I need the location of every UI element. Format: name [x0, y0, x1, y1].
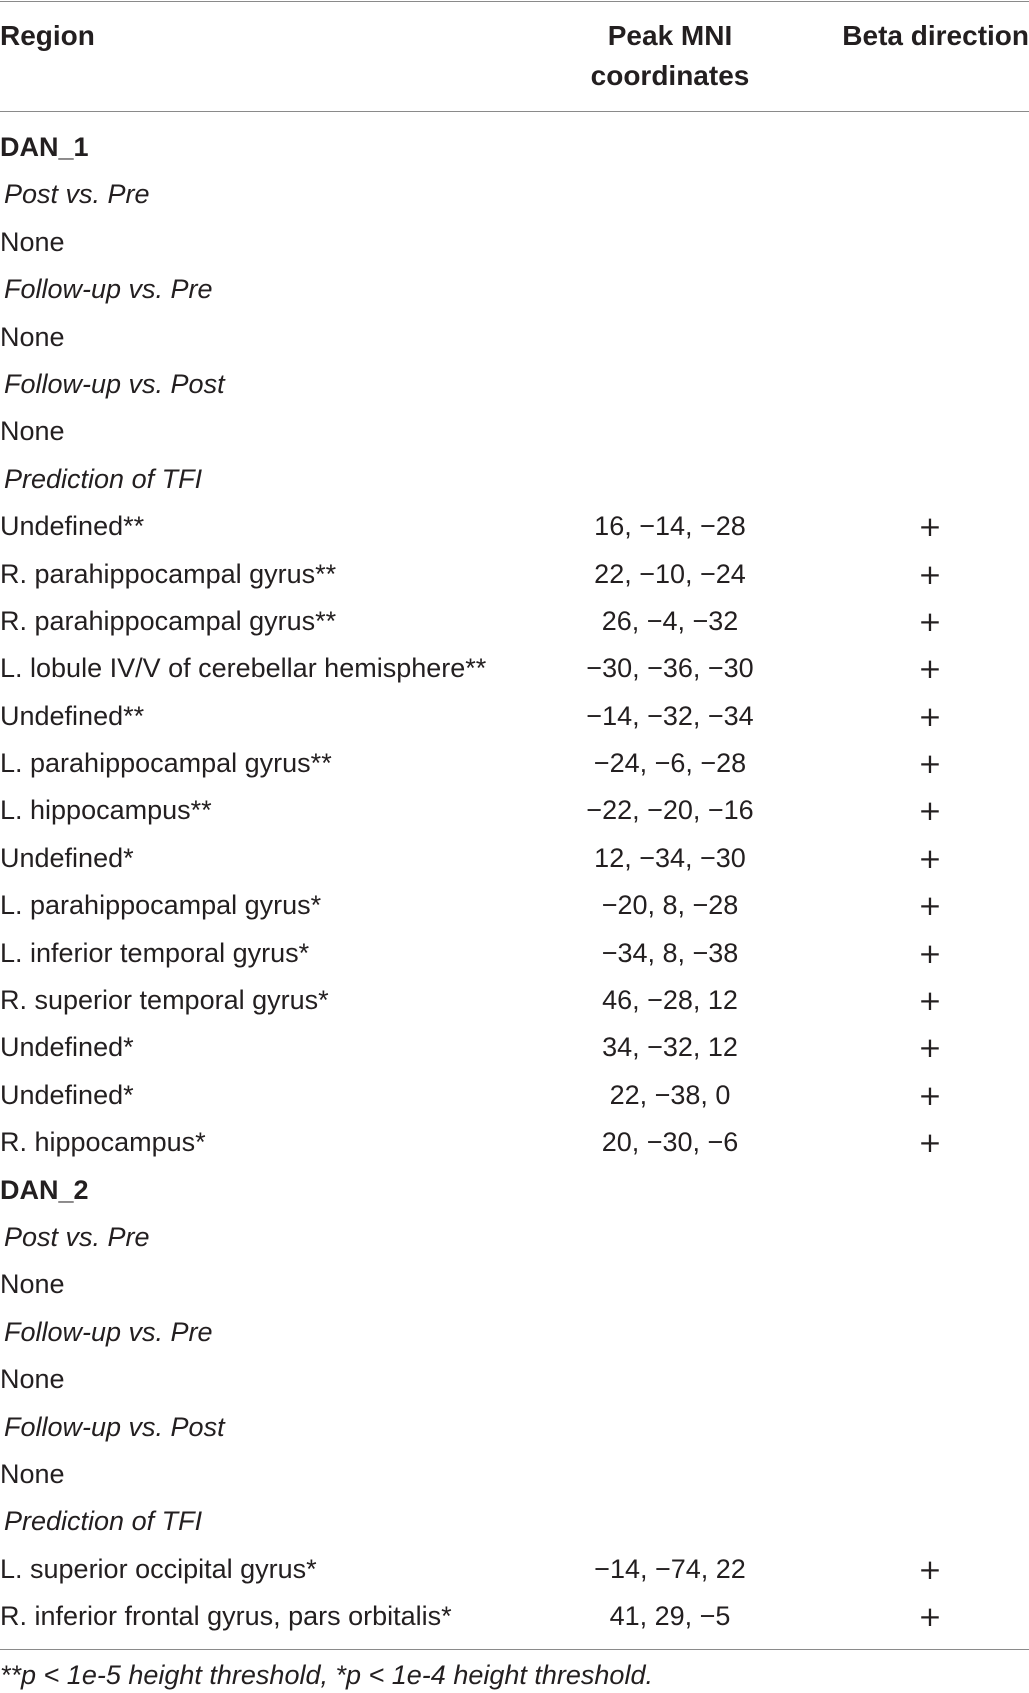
subsection-row — [0, 1498, 1029, 1545]
subsection-row — [0, 171, 1029, 218]
beta-direction-cell: + — [918, 841, 942, 875]
table-row — [0, 930, 1029, 977]
table-row — [0, 787, 1029, 834]
table-body — [0, 124, 1029, 1641]
table-row — [0, 645, 1029, 692]
region-cell: L. inferior temporal gyrus* — [0, 937, 310, 968]
coordinates-cell: 26, −4, −32 — [601, 605, 739, 636]
region-cell: Follow-up vs. Post — [4, 368, 225, 399]
beta-direction-cell: + — [918, 747, 942, 781]
region-cell: R. superior temporal gyrus* — [0, 985, 329, 1016]
table-top-rule — [0, 1, 1029, 2]
region-cell: Follow-up vs. Pre — [4, 1316, 213, 1347]
table-row — [0, 503, 1029, 550]
coordinates-cell: 46, −28, 12 — [602, 985, 738, 1016]
region-cell: None — [0, 1458, 65, 1489]
region-cell: Undefined** — [0, 700, 145, 731]
subsection-row — [0, 266, 1029, 313]
region-cell: None — [0, 416, 65, 447]
region-cell: R. parahippocampal gyrus** — [0, 605, 337, 636]
beta-direction-cell: + — [918, 1552, 942, 1586]
region-cell: L. parahippocampal gyrus* — [0, 890, 322, 921]
region-cell: Undefined* — [0, 842, 134, 873]
beta-direction-cell: + — [918, 984, 942, 1018]
coordinates-cell: −34, 8, −38 — [601, 937, 739, 968]
beta-direction-cell: + — [918, 1126, 942, 1160]
coordinates-cell: 22, −10, −24 — [594, 558, 746, 589]
table-row — [0, 693, 1029, 740]
header-region: Region — [0, 20, 95, 51]
table-row — [0, 1072, 1029, 1119]
region-cell: Post vs. Pre — [4, 179, 150, 210]
table-row — [0, 977, 1029, 1024]
table-row — [0, 1451, 1029, 1498]
coordinates-cell: −14, −32, −34 — [586, 700, 754, 731]
region-cell: Undefined** — [0, 511, 145, 542]
coordinates-cell: −20, 8, −28 — [601, 890, 739, 921]
table-row — [0, 1119, 1029, 1166]
coordinates-cell: 12, −34, −30 — [594, 842, 746, 873]
region-cell: Post vs. Pre — [4, 1221, 150, 1252]
table-row — [0, 1546, 1029, 1593]
table-row — [0, 882, 1029, 929]
subsection-row — [0, 361, 1029, 408]
header-beta-direction: Beta direction — [842, 20, 1029, 51]
region-cell: None — [0, 226, 65, 257]
region-cell: Prediction of TFI — [4, 1506, 203, 1537]
region-cell: L. lobule IV/V of cerebellar hemisphere** — [0, 653, 487, 684]
beta-direction-cell: + — [918, 936, 942, 970]
section-row — [0, 124, 1029, 171]
region-cell: Follow-up vs. Post — [4, 1411, 225, 1442]
region-cell: None — [0, 1269, 65, 1300]
region-cell: L. superior occipital gyrus* — [0, 1553, 317, 1584]
region-cell: DAN_1 — [0, 132, 89, 162]
region-cell: None — [0, 321, 65, 352]
region-cell: R. hippocampus* — [0, 1127, 206, 1158]
table-row — [0, 1593, 1029, 1640]
table-row — [0, 219, 1029, 266]
table-row — [0, 1261, 1029, 1308]
beta-direction-cell: + — [918, 889, 942, 923]
table-row — [0, 1356, 1029, 1403]
region-cell: Prediction of TFI — [4, 463, 203, 494]
table-row — [0, 835, 1029, 882]
region-cell: None — [0, 1364, 65, 1395]
table-header-rule — [0, 111, 1029, 112]
beta-direction-cell: + — [918, 652, 942, 686]
region-cell: Undefined* — [0, 1032, 134, 1063]
subsection-row — [0, 1404, 1029, 1451]
coordinates-cell: 20, −30, −6 — [601, 1127, 739, 1158]
section-row — [0, 1167, 1029, 1214]
region-cell: L. hippocampus** — [0, 795, 212, 826]
coordinates-cell: 41, 29, −5 — [609, 1601, 731, 1632]
region-cell: R. parahippocampal gyrus** — [0, 558, 337, 589]
region-cell: R. inferior frontal gyrus, pars orbitalis* — [0, 1601, 452, 1632]
coordinates-cell: 22, −38, 0 — [609, 1079, 731, 1110]
beta-direction-cell: + — [918, 1031, 942, 1065]
beta-direction-cell: + — [918, 1600, 942, 1634]
beta-direction-cell: + — [918, 699, 942, 733]
coordinates-cell: −30, −36, −30 — [586, 653, 754, 684]
region-cell: L. parahippocampal gyrus** — [0, 748, 332, 779]
table-row — [0, 598, 1029, 645]
coordinates-cell: 16, −14, −28 — [594, 511, 746, 542]
table-bottom-rule — [0, 1649, 1029, 1650]
table-footnote: **p < 1e-5 height threshold, *p < 1e-4 height threshold. — [0, 1660, 653, 1690]
subsection-row — [0, 1309, 1029, 1356]
region-cell: DAN_2 — [0, 1174, 89, 1205]
table-row — [0, 740, 1029, 787]
subsection-row — [0, 1214, 1029, 1261]
beta-direction-cell: + — [918, 510, 942, 544]
table-row — [0, 408, 1029, 455]
table-row — [0, 1024, 1029, 1071]
region-cell: Follow-up vs. Pre — [4, 274, 213, 305]
table-row — [0, 314, 1029, 361]
subsection-row — [0, 456, 1029, 503]
beta-direction-cell: + — [918, 1078, 942, 1112]
beta-direction-cell: + — [918, 604, 942, 638]
coordinates-cell: −14, −74, 22 — [594, 1553, 746, 1584]
table-row — [0, 551, 1029, 598]
header-peak-mni-coordinates: Peak MNI coordinates — [590, 20, 750, 91]
coordinates-cell: −22, −20, −16 — [586, 795, 754, 826]
coordinates-cell: −24, −6, −28 — [593, 748, 747, 779]
beta-direction-cell: + — [918, 794, 942, 828]
coordinates-cell: 34, −32, 12 — [602, 1032, 738, 1063]
region-cell: Undefined* — [0, 1079, 134, 1110]
beta-direction-cell: + — [918, 557, 942, 591]
